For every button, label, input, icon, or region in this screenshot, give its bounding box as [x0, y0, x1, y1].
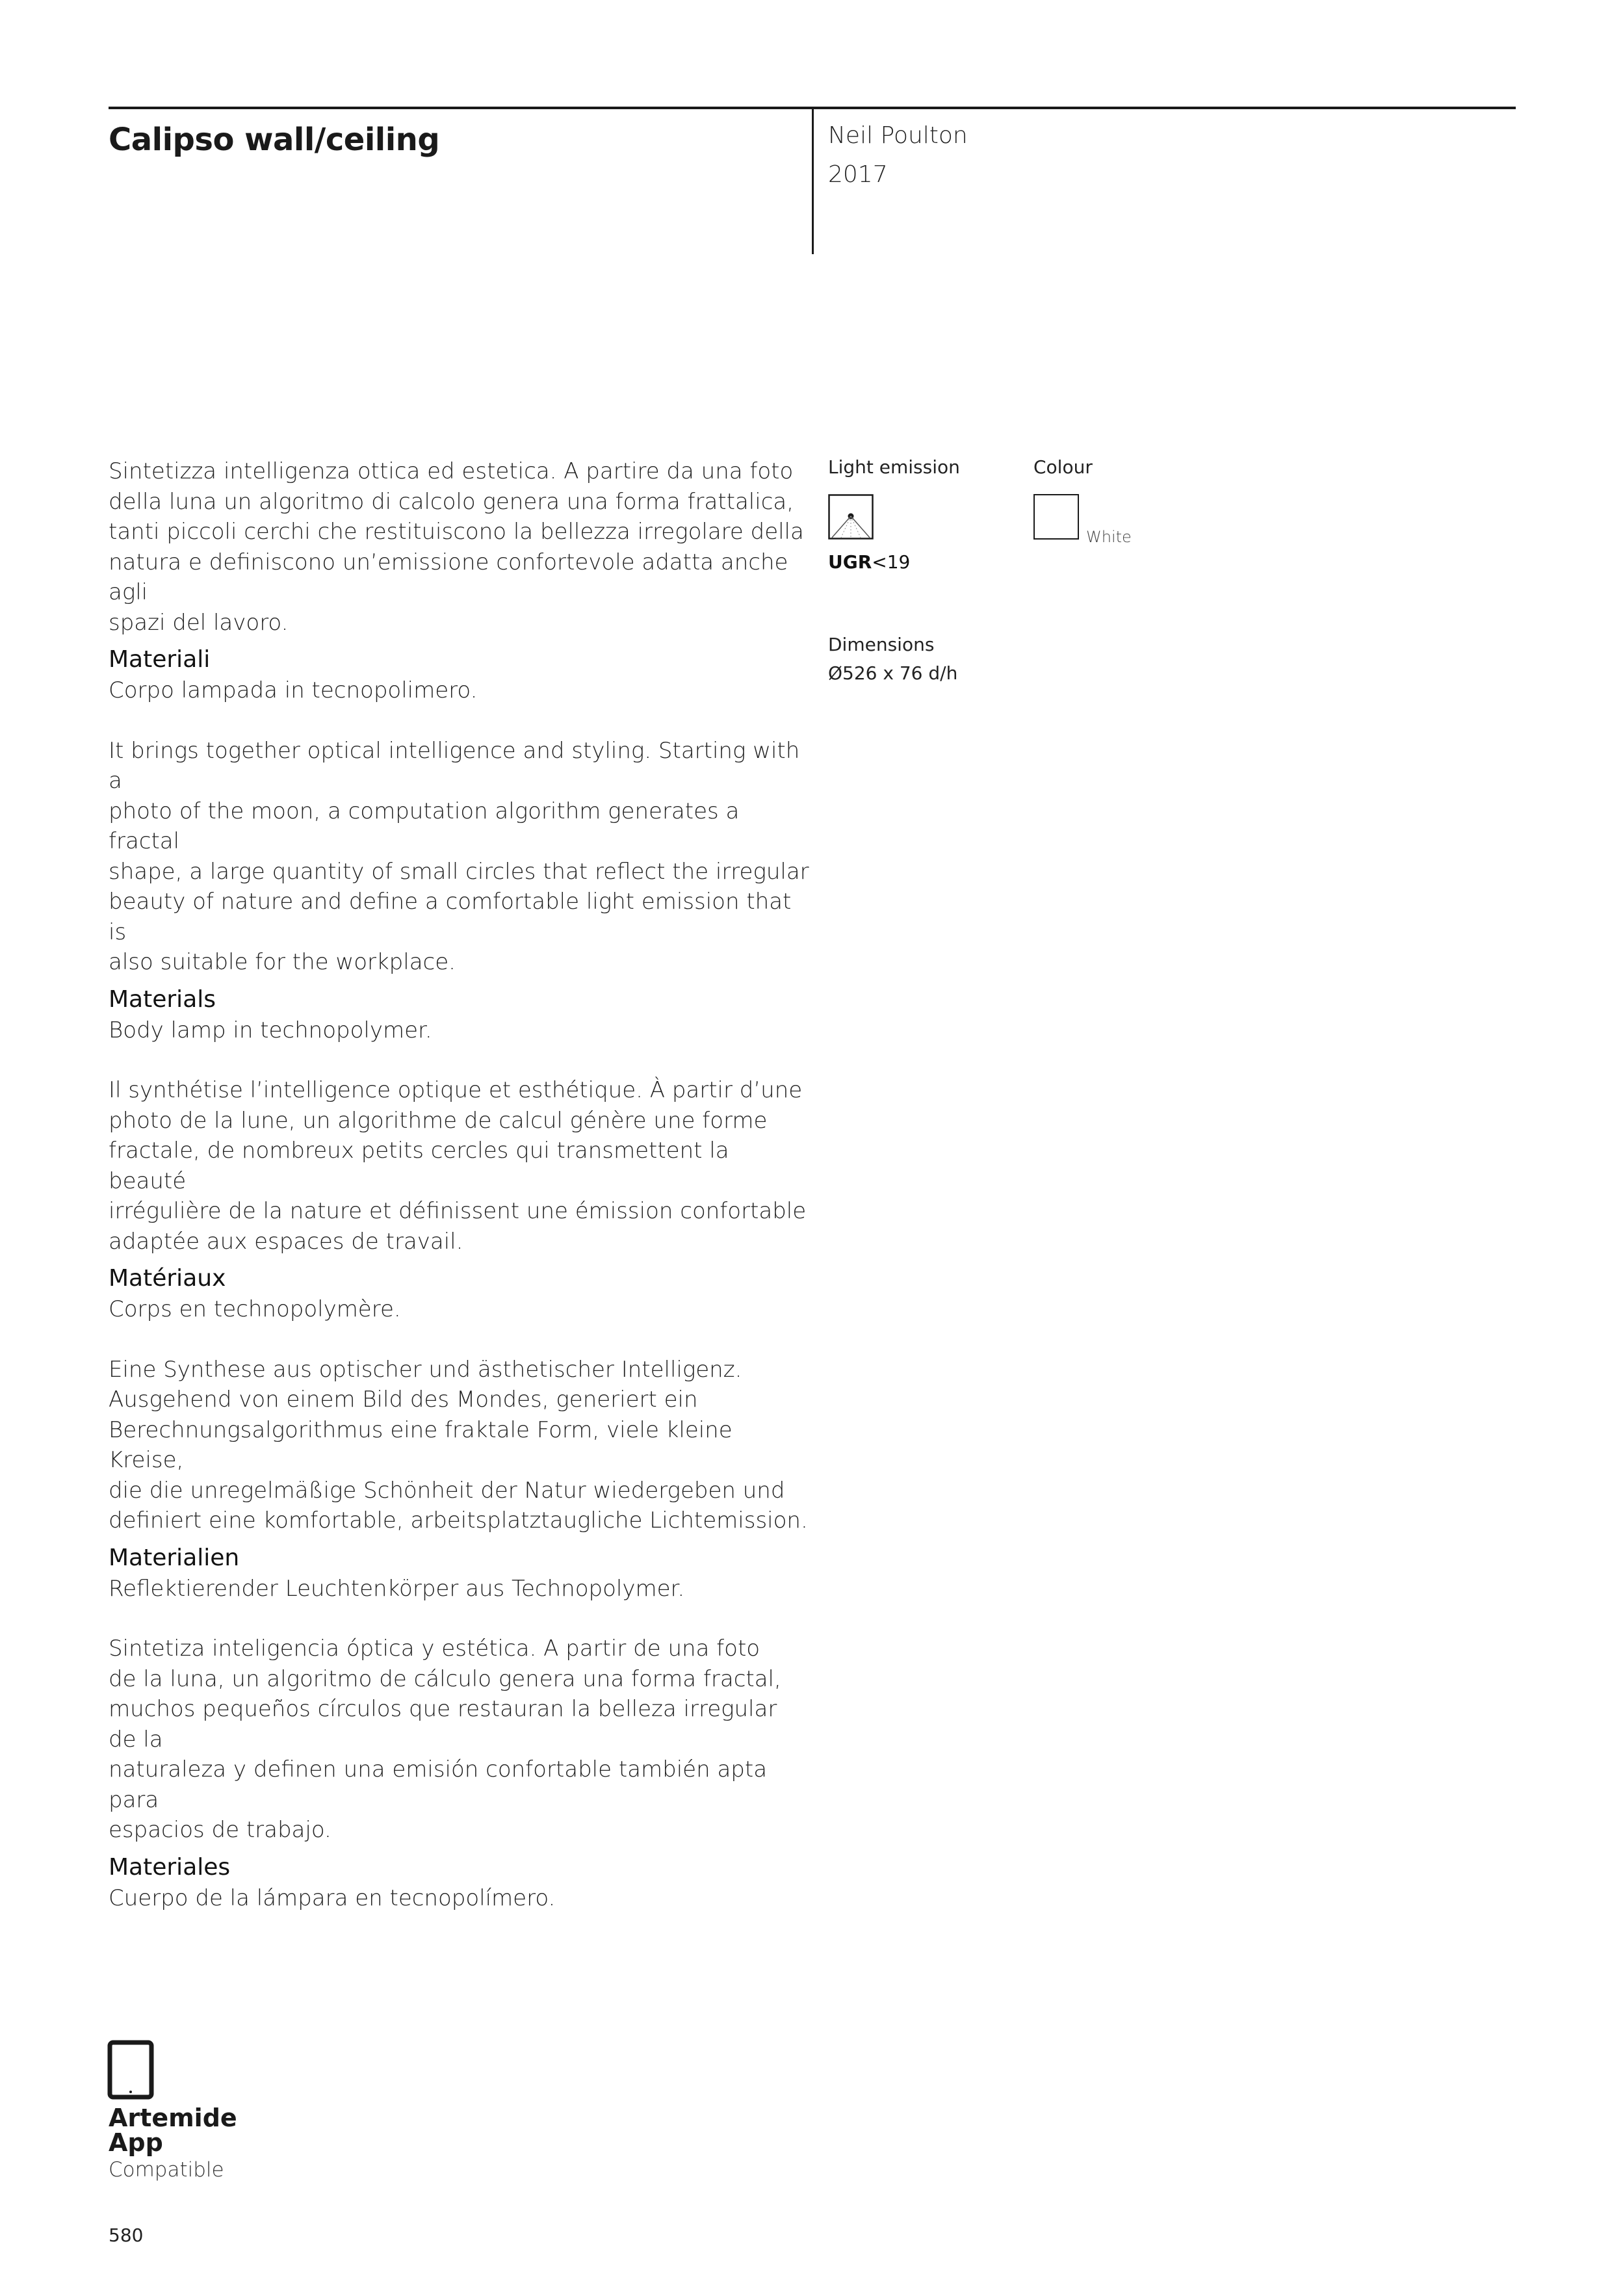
ugr-value: <19 [872, 551, 911, 573]
colour-swatch-white [1033, 494, 1079, 540]
description-column [109, 456, 811, 1943]
description-text: It brings together optical intelligence and styling. Starting with a photo of the moon, a computation algorithm generates a fractal shape, a large quantity of small circles that reflect the irregular beauty of nature and define a comfortable light emission that is also suitable for the workplace. [109, 737, 809, 975]
description-text: Il synthétise l’intelligence optique et esthétique. À partir d’une photo de la lune, un algorithme de calcul génère une forme fractale, de nombreux petits cercles qui transmettent la beauté irrégulière de la nature et définissent une émission confortable adaptée aux espaces de travail. [109, 1077, 807, 1255]
description-en [109, 736, 811, 1046]
tablet-icon [107, 2040, 154, 2100]
header-divider [812, 108, 814, 254]
light-emission-label: Light emission [828, 456, 960, 478]
materials-heading: Materialien [109, 1544, 240, 1571]
materials-text: Corps en technopolymère. [109, 1296, 401, 1322]
description-text: Sintetizza intelligenza ottica ed estetica. A partire da una foto della luna un algoritmo di calcolo genera una forma frattalica, tanti piccoli cerchi che restituiscono la bellezza irregolare della natura e definiscono un’emissione confortevole adatta anche agli spazi del lavoro. [109, 458, 804, 636]
materials-heading: Matériaux [109, 1265, 226, 1292]
app-badge-brand: Artemide [109, 2104, 237, 2132]
materials-heading: Materials [109, 985, 216, 1013]
app-badge-compatible: Compatible [109, 2158, 224, 2182]
description-text: Sintetiza inteligencia óptica y estética. A partir de una foto de la luna, un algoritmo de cálculo genera una forma fractal, muchos pequeños círculos que restauran la belleza irregular de la naturaleza y definen una emisión confortable también apta para espacios de trabajo. [109, 1636, 781, 1843]
downlight-emission-icon [828, 494, 874, 540]
materials-text: Reflektierender Leuchtenkörper aus Technopolymer. [109, 1575, 685, 1602]
materials-text: Cuerpo de la lámpara en tecnopolímero. [109, 1885, 556, 1911]
dimensions-label: Dimensions [828, 634, 935, 655]
materials-heading: Materiali [109, 646, 211, 673]
app-badge-app: App [109, 2128, 163, 2157]
description-de [109, 1355, 811, 1604]
materials-heading: Materiales [109, 1853, 231, 1881]
description-text: Eine Synthese aus optischer und ästhetischer Intelligenz. Ausgehend von einem Bild des Mondes, generiert ein Berechnungsalgorithmus eine fraktale Form, viele kleine Kreise, die die unregelmäßige Schönheit der Natur wiedergeben und definiert eine komfortable, arbeitsplatztaugliche Lichtemission. [109, 1356, 808, 1533]
materials-text: Corpo lampada in tecnopolimero. [109, 677, 478, 703]
description-fr [109, 1075, 811, 1325]
description-es [109, 1634, 811, 1913]
product-title: Calipso wall/ceiling [109, 122, 440, 158]
dimensions-value: Ø526 x 76 d/h [828, 662, 958, 684]
ugr-prefix: UGR [828, 551, 872, 573]
colour-label: Colour [1033, 456, 1093, 478]
materials-text: Body lamp in technopolymer. [109, 1017, 432, 1043]
ugr-rating [828, 551, 910, 573]
designer-name: Neil Poulton [828, 122, 968, 149]
design-year: 2017 [828, 161, 888, 188]
page-number: 580 [109, 2224, 144, 2246]
description-it [109, 456, 811, 706]
colour-name: White [1086, 528, 1132, 546]
